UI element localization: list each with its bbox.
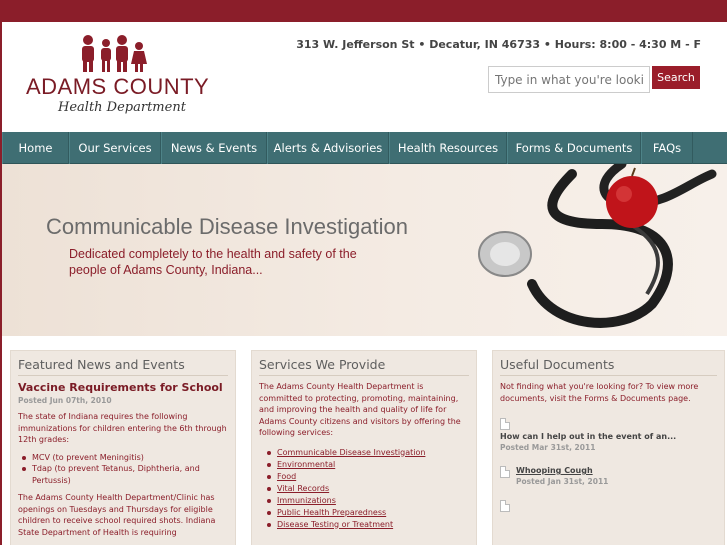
family-logo-icon: [76, 34, 156, 74]
nav-our-services[interactable]: Our Services: [69, 132, 161, 164]
document-posted-date: Posted Mar 31st, 2011: [500, 443, 596, 452]
service-link[interactable]: Vital Records: [267, 483, 469, 495]
main-nav: [2, 132, 727, 164]
news-bullets: [22, 452, 228, 487]
nav-home[interactable]: Home: [2, 132, 69, 164]
nav-faqs[interactable]: FAQs: [641, 132, 693, 164]
document-item: [500, 466, 717, 486]
logo[interactable]: [24, 34, 214, 122]
list-item: Tdap (to prevent Tetanus, Diphtheria, and Pertussis): [22, 463, 228, 486]
news-article-title[interactable]: Vaccine Requirements for School: [18, 381, 223, 394]
document-posted-date: Posted Jan 31st, 2011: [516, 477, 609, 486]
nav-news-events[interactable]: News & Events: [161, 132, 267, 164]
services-heading: Services We Provide: [259, 357, 469, 376]
services-intro: The Adams County Health Department is committed to protecting, promoting, maintaining, and improving the health and quality of life for Adams County citizens and visitors by offering the following services:: [259, 382, 461, 437]
document-icon: [500, 418, 510, 430]
content-columns: [2, 336, 727, 545]
nav-alerts-advisories[interactable]: Alerts & Advisories: [267, 132, 389, 164]
news-intro: The state of Indiana requires the following immunizations for children entering the 6th through 12th grades:: [18, 412, 227, 444]
service-link[interactable]: Food: [267, 471, 469, 483]
search-input[interactable]: [488, 66, 650, 93]
service-link[interactable]: Immunizations: [267, 495, 469, 507]
nav-health-resources[interactable]: Health Resources: [389, 132, 507, 164]
news-posted-date: Posted Jun 07th, 2010: [18, 396, 112, 405]
services-panel: [251, 350, 477, 545]
documents-heading: Useful Documents: [500, 357, 717, 376]
search-button[interactable]: Search: [652, 66, 700, 89]
address-hours: 313 W. Jefferson St • Decatur, IN 46733 • Hours: 8:00 - 4:30 M - F: [296, 38, 701, 51]
document-title[interactable]: How can I help out in the event of an...: [500, 432, 677, 441]
document-icon: [500, 500, 510, 512]
document-icon: [500, 466, 510, 478]
nav-forms-documents[interactable]: Forms & Documents: [507, 132, 641, 164]
news-body: The Adams County Health Department/Clinic has openings on Tuesdays and Thursdays for eligible children to receive school required shots. Indiana State Department of Health is requiring: [18, 493, 216, 537]
logo-subtitle: Health Department: [58, 100, 186, 115]
documents-intro: Not finding what you're looking for? To view more documents, visit the Forms & Documents page.: [500, 382, 699, 403]
service-link[interactable]: Communicable Disease Investigation: [267, 447, 469, 459]
site-header: [2, 22, 727, 132]
banner-subtitle: Dedicated completely to the health and safety of the people of Adams County, Indiana...: [69, 247, 357, 277]
list-item: MCV (to prevent Meningitis): [22, 452, 228, 464]
services-list: [267, 447, 469, 531]
service-link[interactable]: Disease Testing or Treatment: [267, 519, 469, 531]
stethoscope-apple-image: [472, 164, 722, 336]
document-link[interactable]: Whooping Cough: [516, 466, 593, 475]
service-link[interactable]: Environmental: [267, 459, 469, 471]
banner-title: Communicable Disease Investigation: [46, 214, 408, 239]
logo-title: ADAMS COUNTY: [26, 74, 210, 99]
service-link[interactable]: Public Health Preparedness: [267, 507, 469, 519]
hero-banner: [2, 164, 727, 336]
featured-news-panel: [10, 350, 236, 545]
news-heading: Featured News and Events: [18, 357, 228, 376]
useful-documents-panel: [492, 350, 725, 545]
